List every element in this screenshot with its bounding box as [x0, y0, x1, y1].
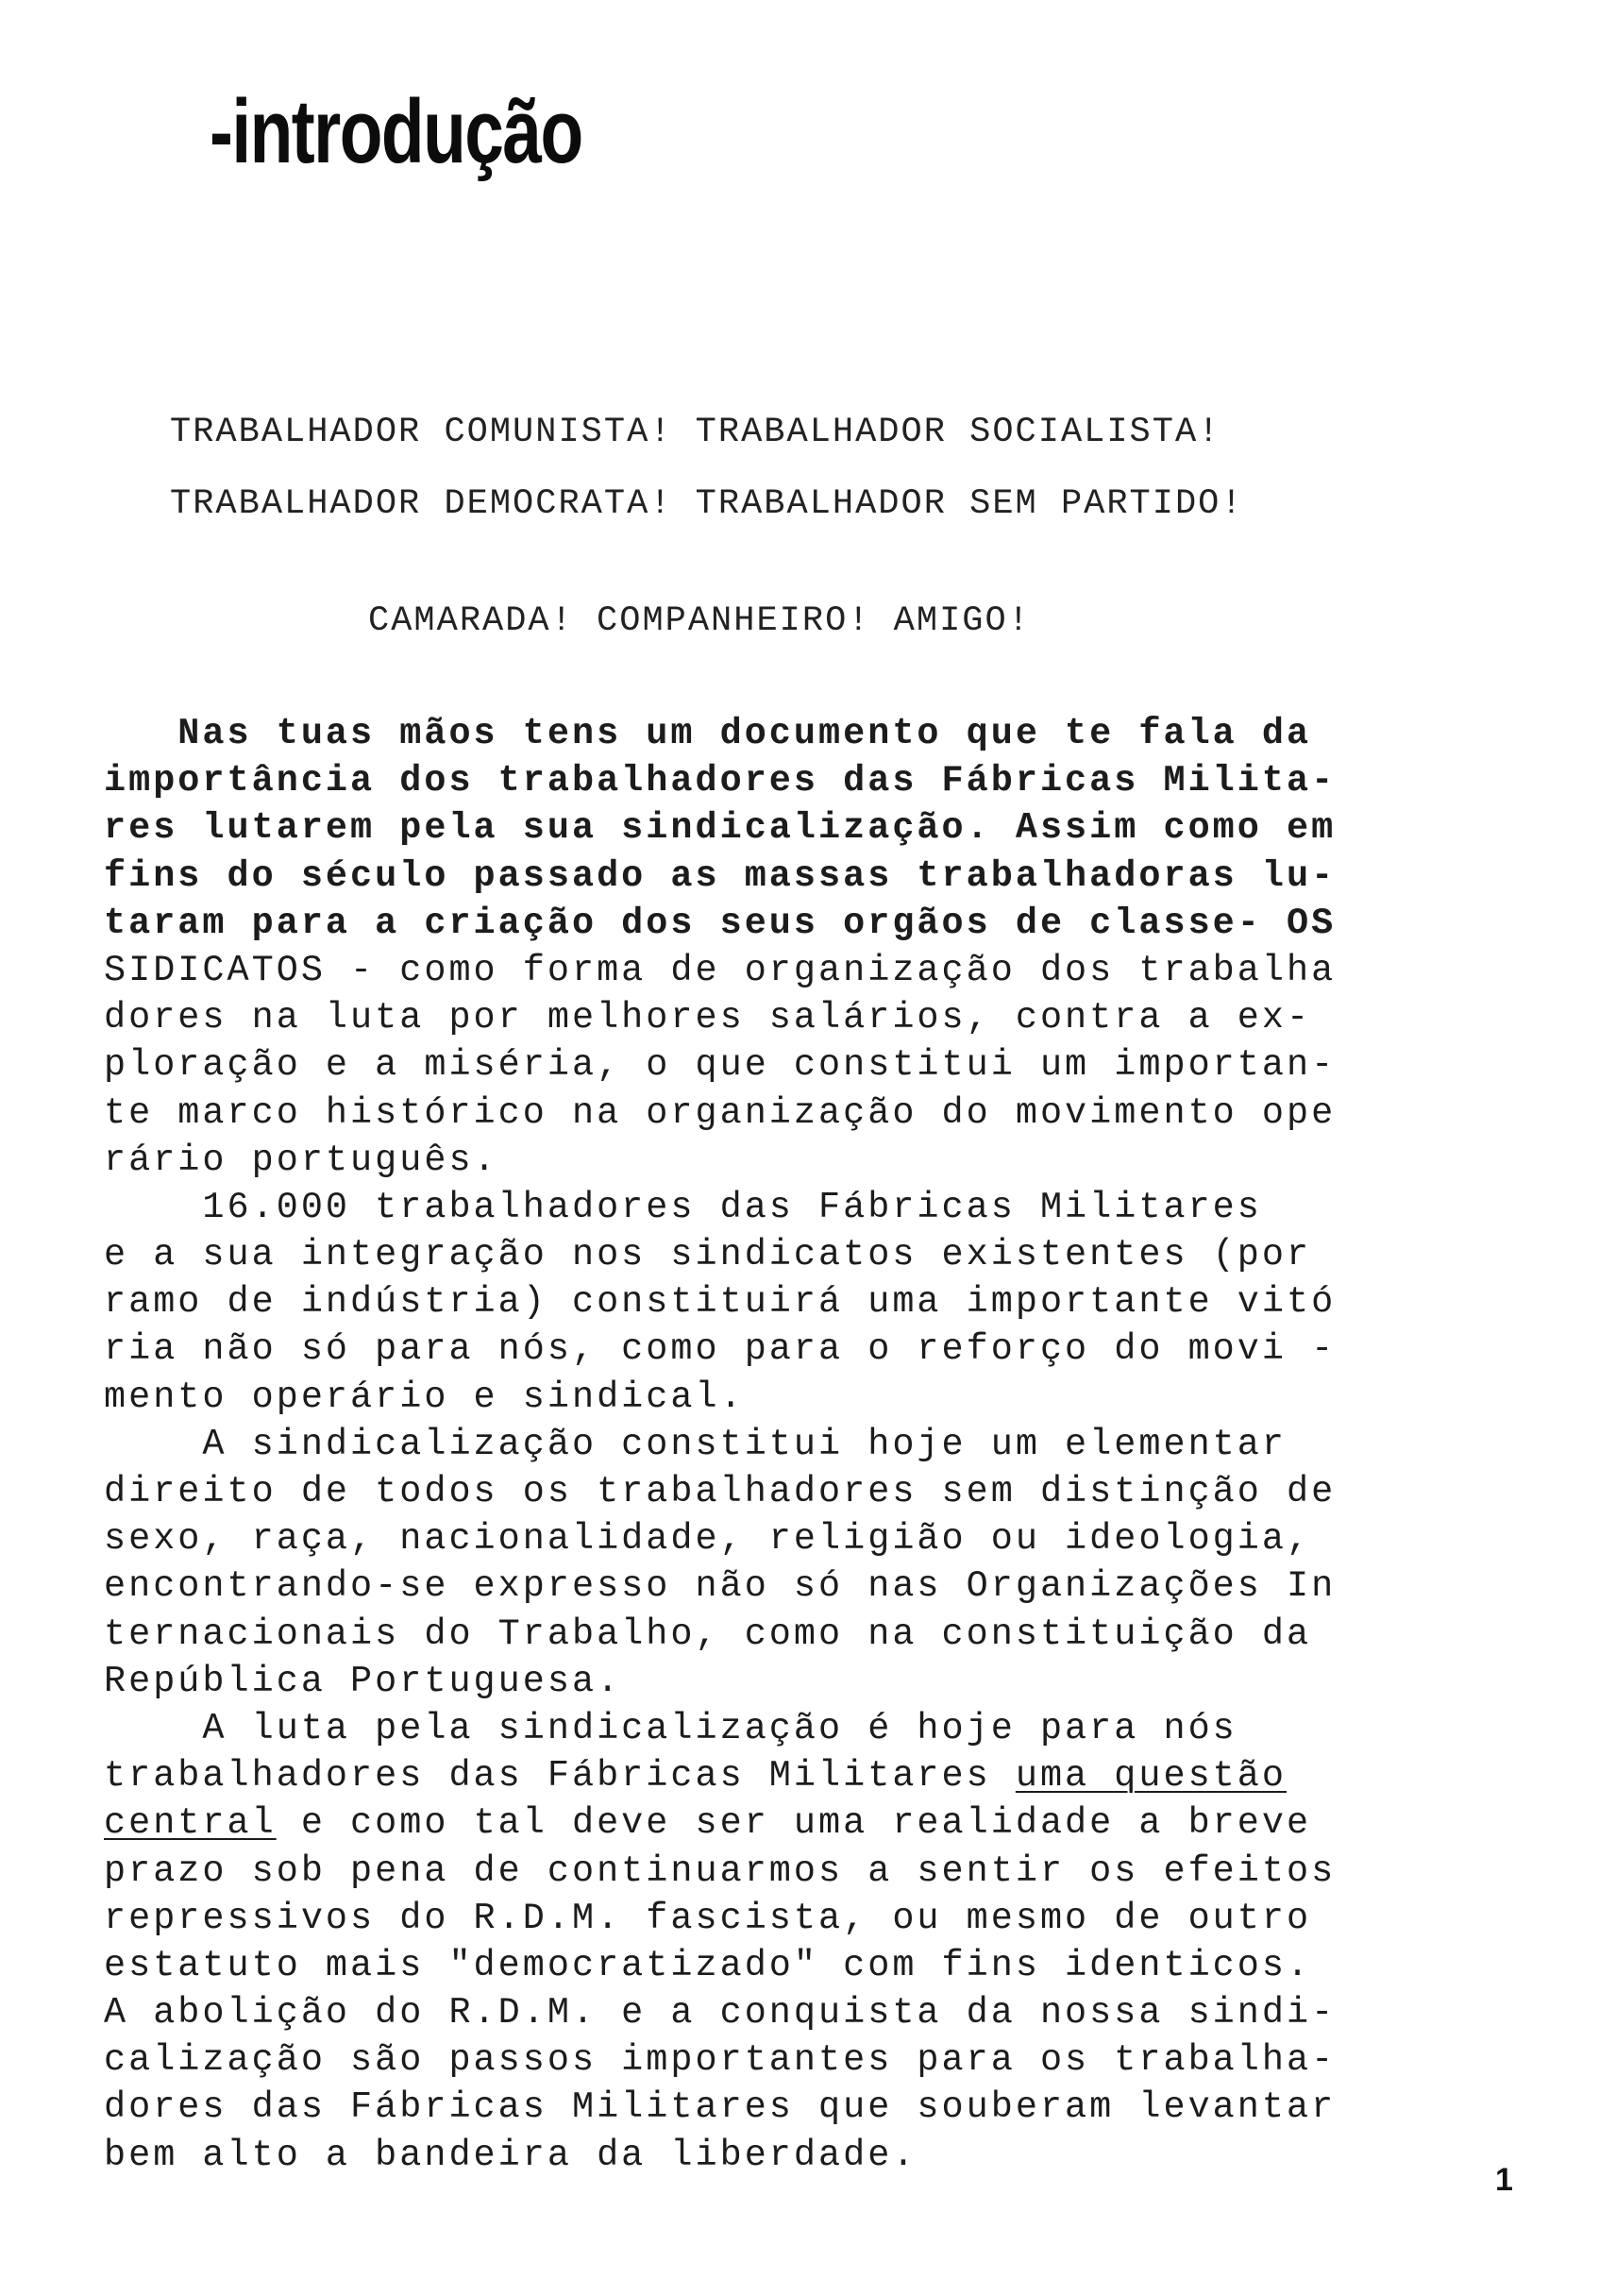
body-line: ramo de indústria) constituirá uma importante vitó	[104, 1281, 1337, 1324]
body-line: ploração e a miséria, o que constitui um importan-	[104, 1044, 1337, 1087]
body-line: encontrando-se expresso não só nas Organizações In	[104, 1565, 1337, 1608]
salutation-line-2: TRABALHADOR DEMOCRATA! TRABALHADOR SEM PARTIDO!	[170, 484, 1244, 524]
body-line: dores na luta por melhores salários, contra a ex-	[104, 997, 1312, 1039]
body-line: direito de todos os trabalhadores sem distinção de	[104, 1471, 1337, 1512]
body-line-with-underline	[104, 1799, 1520, 1847]
body-text	[104, 710, 1520, 2179]
body-line: A luta pela sindicalização é hoje para nós	[104, 1707, 1237, 1749]
body-line: ternacionais do Trabalho, como na constituição da	[104, 1612, 1312, 1655]
body-line: A sindicalização constitui hoje um elementar	[104, 1423, 1287, 1465]
body-line: te marco histórico na organização do movimento ope	[104, 1091, 1337, 1134]
salutation-line-1: TRABALHADOR COMUNISTA! TRABALHADOR SOCIALISTA!	[170, 413, 1221, 452]
body-line: taram para a criação dos seus orgãos de classe- OS	[104, 902, 1337, 944]
body-line-with-underline	[104, 1752, 1520, 1799]
body-line: res lutarem pela sua sindicalização. Assim como em	[104, 807, 1337, 850]
body-line-segment: e como tal deve ser uma realidade a breve	[276, 1802, 1312, 1845]
body-line: SIDICATOS - como forma de organização dos trabalha	[104, 949, 1337, 991]
body-line: prazo sob pena de continuarmos a sentir os efeitos	[104, 1849, 1337, 1892]
body-line: 16.000 trabalhadores das Fábricas Militares	[104, 1186, 1262, 1228]
body-line: bem alto a bandeira da liberdade.	[104, 2134, 917, 2176]
underlined-phrase-part-2: central	[104, 1802, 277, 1845]
underlined-phrase-part-1: uma questão	[1015, 1755, 1287, 1798]
body-line: calização são passos importantes para os trabalha-	[104, 2039, 1337, 2082]
body-line: República Portuguesa.	[104, 1660, 622, 1702]
body-line: importância dos trabalhadores das Fábricas Milita-	[104, 760, 1337, 802]
body-line: ria não só para nós, como para o reforço do movi -	[104, 1328, 1337, 1371]
body-line: estatuto mais "democratizado" com fins identicos.	[104, 1944, 1312, 1986]
page-number: 1	[1495, 2162, 1513, 2198]
body-line: fins do século passado as massas trabalhadoras lu-	[104, 854, 1337, 897]
body-line: dores das Fábricas Militares que souberam levantar	[104, 2086, 1337, 2129]
body-line: rário português.	[104, 1139, 498, 1181]
body-line-segment: trabalhadores das Fábricas Militares	[104, 1755, 1016, 1798]
body-line: mento operário e sindical.	[104, 1376, 745, 1418]
body-line: A abolição do R.D.M. e a conquista da nossa sindi-	[104, 1992, 1337, 2034]
body-line: e a sua integração nos sindicatos existentes (por	[104, 1234, 1312, 1276]
body-line: sexo, raça, nacionalidade, religião ou ideologia,	[104, 1518, 1312, 1561]
page-title: -introdução	[210, 81, 582, 182]
body-line: Nas tuas mãos tens um documento que te fala da	[104, 713, 1312, 754]
body-line: repressivos do R.D.M. fascista, ou mesmo de outro	[104, 1897, 1312, 1939]
salutation-line-3: CAMARADA! COMPANHEIRO! AMIGO!	[368, 601, 1031, 641]
